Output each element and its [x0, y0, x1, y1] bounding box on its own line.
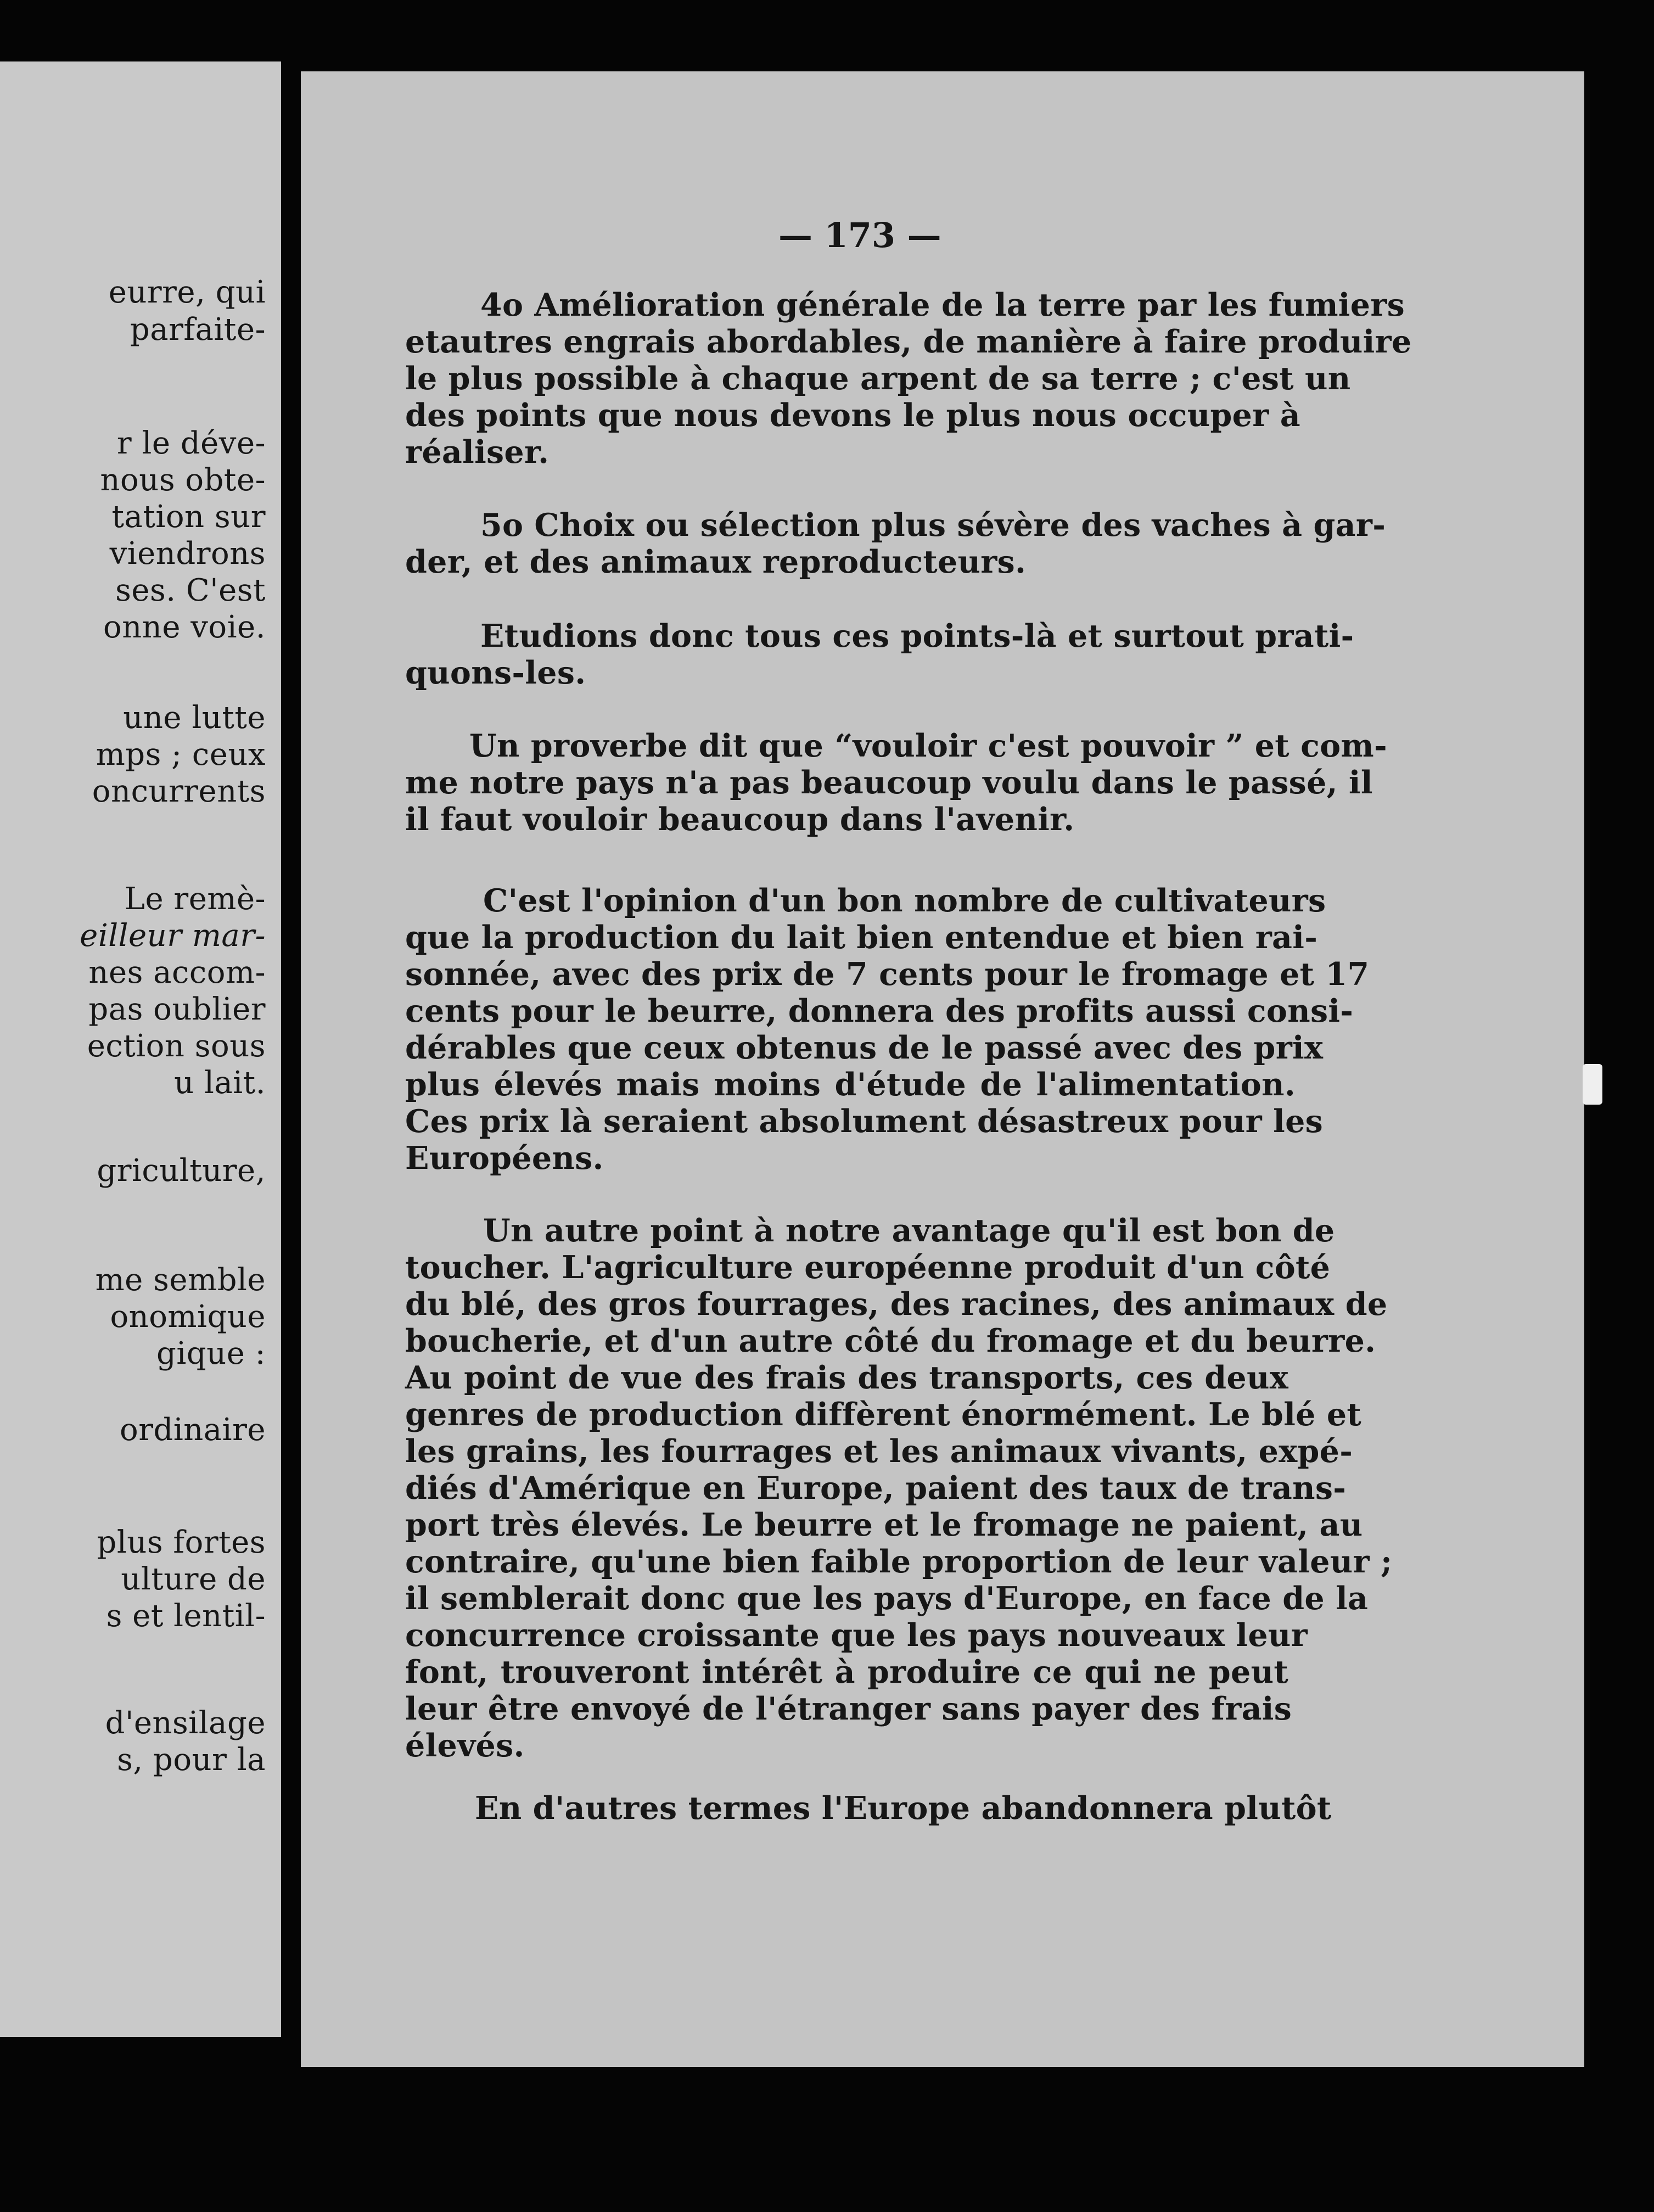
left-page — [0, 61, 281, 2037]
left-line: nes accom- — [88, 955, 266, 990]
page-number: — 173 — — [778, 215, 941, 255]
left-line: une lutte — [123, 700, 266, 736]
left-line: eilleur mar- — [80, 918, 266, 954]
body-line: Européens. — [405, 1140, 604, 1177]
body-line: Etudions donc tous ces points-là et surtout prati- — [480, 618, 1354, 654]
left-line: d'ensilage — [105, 1705, 266, 1741]
left-line: eurre, qui — [108, 275, 266, 310]
body-line: Un autre point à notre avantage qu'il est bon de — [483, 1212, 1335, 1249]
body-line: quons-les. — [405, 654, 586, 691]
body-line: Au point de vue des frais des transports, ces deux — [405, 1359, 1288, 1396]
body-line: 5o Choix ou sélection plus sévère des vaches à gar- — [480, 507, 1386, 544]
left-line: u lait. — [174, 1065, 266, 1101]
page-tab — [1583, 1064, 1602, 1105]
body-line: C'est l'opinion d'un bon nombre de cultivateurs — [483, 882, 1326, 919]
left-line: nous obte- — [100, 462, 266, 498]
body-line: plus élevés mais moins d'étude de l'alimentation. — [405, 1066, 1296, 1103]
body-line: réaliser. — [405, 434, 550, 471]
body-line: font, trouveront intérêt à produire ce qui ne peut — [405, 1654, 1288, 1690]
left-line: ulture de — [121, 1561, 266, 1597]
body-line: Ces prix là seraient absolument désastreux pour les — [405, 1103, 1324, 1140]
left-line: tation sur — [111, 499, 266, 535]
body-line: concurrence croissante que les pays nouveaux leur — [405, 1617, 1308, 1654]
body-line: toucher. L'agriculture européenne produit d'un côté — [405, 1249, 1331, 1286]
body-line: que la production du lait bien entendue et bien rai- — [405, 919, 1318, 956]
left-line: gique : — [156, 1336, 266, 1371]
left-line: s et lentil- — [106, 1598, 266, 1634]
body-line: élevés. — [405, 1727, 525, 1764]
left-line: s, pour la — [117, 1742, 266, 1778]
body-line: etautres engrais abordables, de manière à faire produire — [405, 323, 1412, 360]
left-line: onne voie. — [103, 609, 266, 645]
body-line: dérables que ceux obtenus de le passé avec des prix — [405, 1029, 1324, 1066]
left-line: ordinaire — [119, 1412, 266, 1448]
left-line: plus fortes — [97, 1525, 266, 1560]
body-line: 4o Amélioration générale de la terre par les fumiers — [480, 287, 1405, 323]
body-line: port très élevés. Le beurre et le fromage ne paient, au — [405, 1507, 1363, 1543]
left-line: ection sous — [87, 1028, 266, 1064]
body-line: der, et des animaux reproducteurs. — [405, 544, 1027, 580]
left-line: ses. C'est — [115, 573, 266, 608]
body-line: diés d'Amérique en Europe, paient des taux de trans- — [405, 1470, 1347, 1507]
body-line: genres de production diffèrent énormément. Le blé et — [405, 1396, 1362, 1433]
body-line: il faut vouloir beaucoup dans l'avenir. — [405, 801, 1075, 838]
body-line: le plus possible à chaque arpent de sa terre ; c'est un — [405, 360, 1351, 397]
body-line: des points que nous devons le plus nous occuper à — [405, 397, 1300, 434]
body-line: leur être envoyé de l'étranger sans payer des frais — [405, 1690, 1292, 1727]
body-line: me notre pays n'a pas beaucoup voulu dans le passé, il — [405, 764, 1373, 801]
body-line: boucherie, et d'un autre côté du fromage et du beurre. — [405, 1323, 1376, 1359]
left-line: me semble — [95, 1262, 266, 1298]
left-line: onomique — [110, 1299, 266, 1335]
left-line: viendrons — [109, 536, 266, 572]
body-line: du blé, des gros fourrages, des racines, des animaux de — [405, 1286, 1388, 1323]
body-line: cents pour le beurre, donnera des profits aussi consi- — [405, 993, 1354, 1029]
left-line: pas oublier — [88, 992, 266, 1027]
left-line: r le déve- — [116, 425, 266, 461]
body-line: En d'autres termes l'Europe abandonnera plutôt — [475, 1790, 1332, 1827]
body-line: contraire, qu'une bien faible proportion de leur valeur ; — [405, 1543, 1393, 1580]
body-line: il semblerait donc que les pays d'Europe, en face de la — [405, 1580, 1369, 1617]
left-line: parfaite- — [130, 312, 266, 348]
left-line: griculture, — [97, 1153, 266, 1189]
body-line: sonnée, avec des prix de 7 cents pour le fromage et 17 — [405, 956, 1370, 993]
body-line: les grains, les fourrages et les animaux vivants, expé- — [405, 1433, 1353, 1470]
body-line: Un proverbe dit que “vouloir c'est pouvoir ” et com- — [469, 727, 1387, 764]
left-line: mps ; ceux — [96, 737, 266, 772]
left-line: oncurrents — [92, 774, 266, 809]
left-line: Le remè- — [124, 881, 266, 917]
